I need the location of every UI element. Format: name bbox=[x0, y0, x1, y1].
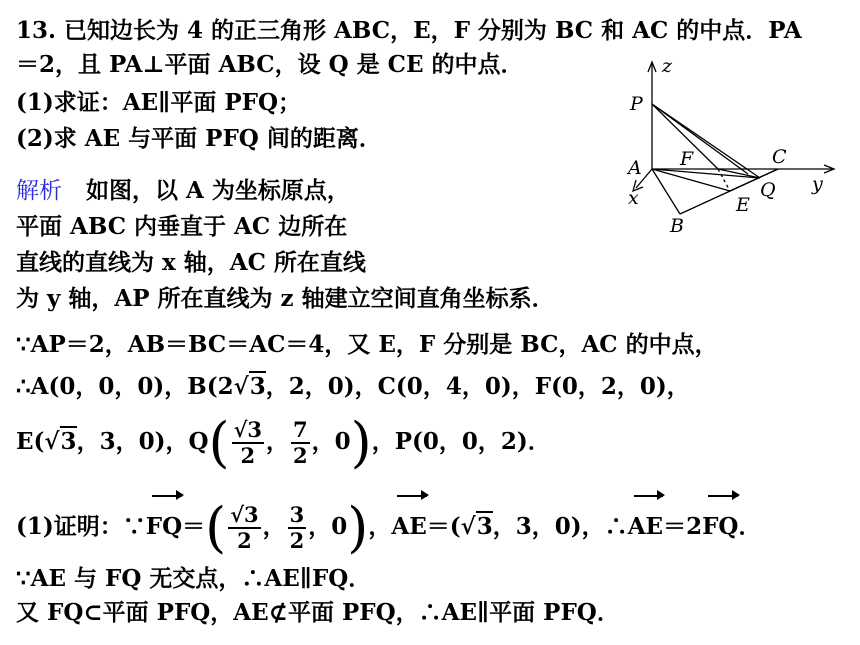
sqrt-radicand: 3 bbox=[60, 428, 77, 455]
coord-text: ，2，0)，C(0，4，0)，F(0，2，0)， bbox=[265, 373, 690, 400]
solution-line-4: 为 y 轴，AP 所在直线为 z 轴建立空间直角坐标系． bbox=[16, 285, 555, 312]
sqrt-symbol: √3 bbox=[44, 428, 77, 455]
coord-text: ，P(0，0，2)． bbox=[371, 428, 551, 455]
label-e: E bbox=[736, 194, 750, 216]
label-q: Q bbox=[760, 179, 776, 201]
proof-text: (1)证明：∵ bbox=[16, 513, 146, 540]
fraction: $\frac{√3}{2}$ bbox=[233, 417, 262, 468]
coordinates-line-2: E(√3，3，0)，Q( $\frac{√3}{2}$ ， $\frac{7}{2}$ ，0)，P(0，0，2)． bbox=[16, 411, 551, 474]
proof-line-2: ∵AE 与 FQ 无交点，∴AE∥FQ． bbox=[16, 565, 372, 592]
sqrt-symbol: √3 bbox=[460, 513, 493, 540]
vector-fq: FQ bbox=[702, 495, 738, 559]
paren-open: ( bbox=[208, 411, 230, 474]
fraction: $\frac{3}{2}$ bbox=[289, 502, 305, 553]
label-b: B bbox=[670, 215, 684, 237]
sqrt-symbol: √3 bbox=[233, 373, 266, 400]
proof-text: ＝( bbox=[426, 513, 461, 540]
fraction: $\frac{√3}{2}$ bbox=[230, 502, 259, 553]
solution-label: 解析 bbox=[16, 178, 62, 204]
coordinate-figure bbox=[600, 56, 850, 246]
label-c: C bbox=[772, 146, 787, 168]
paren-close: ) bbox=[350, 411, 372, 474]
solution-line-2: 平面 ABC 内垂直于 AC 边所在 bbox=[16, 213, 348, 240]
sqrt-radicand: 3 bbox=[249, 373, 266, 400]
vector-fq: FQ bbox=[146, 495, 182, 559]
problem-part-2: (2)求 AE 与平面 PFQ 间的距离． bbox=[16, 125, 382, 152]
solution-text-1: 如图，以 A 为坐标原点， bbox=[86, 177, 350, 204]
problem-line-1: 13. 已知边长为 4 的正三角形 ABC，E，F 分别为 BC 和 AC 的中点．PA bbox=[16, 17, 802, 44]
proof-line-3: 又 FQ⊂平面 PFQ，AE⊄平面 PFQ，∴AE∥平面 PFQ． bbox=[16, 599, 620, 626]
proof-text: ＝ bbox=[182, 513, 206, 540]
paren-open: ( bbox=[205, 496, 227, 559]
proof-text: ，3，0)，∴ bbox=[492, 513, 628, 540]
coordinates-line-1 bbox=[16, 372, 690, 402]
coord-text: E( bbox=[16, 428, 45, 455]
proof-text: ＝2 bbox=[663, 513, 703, 540]
label-a: A bbox=[628, 157, 642, 179]
label-y: y bbox=[812, 173, 823, 195]
problem-part-1: (1)求证：AE∥平面 PFQ； bbox=[16, 89, 301, 116]
edge-pe bbox=[652, 104, 748, 174]
solution-intro bbox=[16, 176, 350, 206]
problem-line-2: ＝2，且 PA⊥平面 ABC，设 Q 是 CE 的中点． bbox=[16, 51, 524, 78]
vector-ae: AE bbox=[628, 495, 663, 559]
coord-text: ，3，0)，Q bbox=[76, 428, 209, 455]
coord-value: 0 bbox=[334, 428, 351, 455]
vector-ae: AE bbox=[391, 495, 426, 559]
coord-text: ∴A(0，0，0)，B(2 bbox=[16, 373, 234, 400]
fraction: $\frac{7}{2}$ bbox=[293, 417, 308, 468]
proof-line-1: (1)证明：∵FQ＝( $\frac{√3}{2}$ ， $\frac{3}{2}$ ，0)，AE＝(√3，3，0)，∴AE＝2FQ． bbox=[16, 496, 762, 559]
label-x: x bbox=[628, 187, 639, 209]
label-p: P bbox=[630, 93, 643, 115]
solution-line-5: ∵AP＝2，AB＝BC＝AC＝4，又 E，F 分别是 BC，AC 的中点， bbox=[16, 331, 718, 358]
label-z: z bbox=[662, 56, 673, 77]
proof-text: ． bbox=[738, 513, 762, 540]
paren-close: ) bbox=[347, 496, 369, 559]
solution-line-3: 直线的直线为 x 轴，AC 所在直线 bbox=[16, 249, 366, 276]
coord-value: 0 bbox=[331, 513, 348, 540]
label-f: F bbox=[680, 148, 694, 170]
